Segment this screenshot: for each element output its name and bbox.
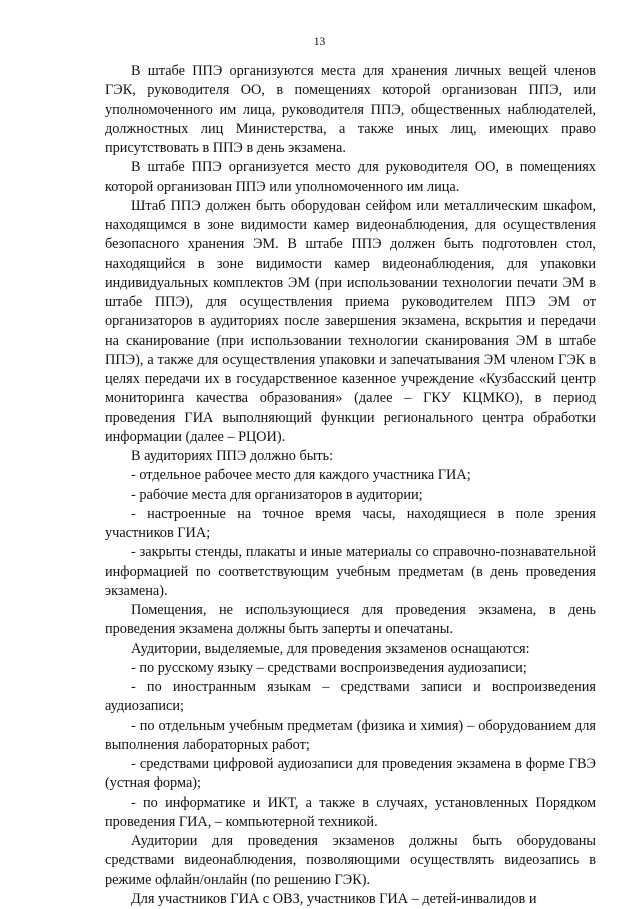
- paragraph-video-surveillance: Аудитории для проведения экзаменов должны быть оборудованы средствами видеонаблюдения, позволяющими осуществлять видеозапись в режиме офлайн/онлайн (по решению ГЭК).: [105, 833, 596, 888]
- list-item-clocks: - настроенные на точное время часы, находящиеся в поле зрения участников ГИА;: [105, 505, 596, 541]
- paragraph-rooms-intro: В аудиториях ППЭ должно быть:: [131, 448, 334, 464]
- paragraph-storage-places: В штабе ППЭ организуются места для хранения личных вещей членов ГЭК, руководителя ОО, в помещениях которой организован ППЭ, или уполномоченного им лица, руководителя ППЭ, общественных наблюдателей, должностных лиц Министерства, а также иных лиц, имеющих право присутствовать в ППЭ в день экзамена.: [105, 63, 596, 156]
- paragraph-ovz-participants: Для участников ГИА с ОВЗ, участников ГИА – детей-инвалидов и: [131, 890, 537, 907]
- document-body: [105, 62, 596, 909]
- list-item-foreign-languages: - по иностранным языкам – средствами записи и воспроизведения аудиозаписи;: [105, 679, 596, 715]
- paragraph-rooms-equipment-intro: Аудитории, выделяемые, для проведения экзаменов оснащаются:: [131, 640, 530, 657]
- list-item-gve-oral: - средствами цифровой аудиозаписи для проведения экзамена в форме ГВЭ (устная форма);: [105, 756, 596, 792]
- list-item-closed-stands: - закрыты стенды, плакаты и иные материалы со справочно-познавательной информацией по соответствующим учебным предметам (в день проведения экзамена).: [105, 544, 596, 599]
- paragraph-hq-equipment: Штаб ППЭ должен быть оборудован сейфом или металлическим шкафом, находящимся в зоне видимости камер видеонаблюдения, для осуществления безопасного хранения ЭМ. В штабе ППЭ должен быть подготовлен стол, находящийся в зоне видимости камер видеонаблюдения, для упаковки индивидуальных комплектов ЭМ (при использовании технологии печати ЭМ в штабе ППЭ), для осуществления приема руководителем ППЭ ЭМ от организаторов в аудиториях после завершения экзамена, вскрытия и передачи на сканирование (при использовании технологии сканирования ЭМ в штабе ППЭ), а также для осуществления упаковки и запечатывания ЭМ членом ГЭК в целях передачи их в государственное казенное учреждение «Кузбасский центр мониторинга качества образования» (далее – ГКУ КЦМКО), в период проведения ГИА выполняющий функции регионального центра обработки информации (далее – РЦОИ).: [105, 197, 596, 445]
- list-item-organizer-places: - рабочие места для организаторов в аудитории;: [131, 486, 423, 503]
- paragraph-unused-rooms: Помещения, не использующиеся для проведения экзамена, в день проведения экзамена должны быть заперты и опечатаны.: [105, 602, 596, 638]
- list-item-informatics: - по информатике и ИКТ, а также в случаях, установленных Порядком проведения ГИА, – компьютерной техникой.: [105, 794, 596, 830]
- paragraph-oo-head-place: В штабе ППЭ организуется место для руководителя ОО, в помещениях которой организован ППЭ или уполномоченного им лица.: [105, 159, 596, 195]
- list-item-russian: - по русскому языку – средствами воспроизведения аудиозаписи;: [131, 659, 527, 676]
- page-number: 13: [313, 36, 326, 48]
- list-item-workplace: - отдельное рабочее место для каждого участника ГИА;: [131, 467, 471, 484]
- list-item-physics-chemistry: - по отдельным учебным предметам (физика и химия) – оборудованием для выполнения лабораторных работ;: [105, 717, 596, 753]
